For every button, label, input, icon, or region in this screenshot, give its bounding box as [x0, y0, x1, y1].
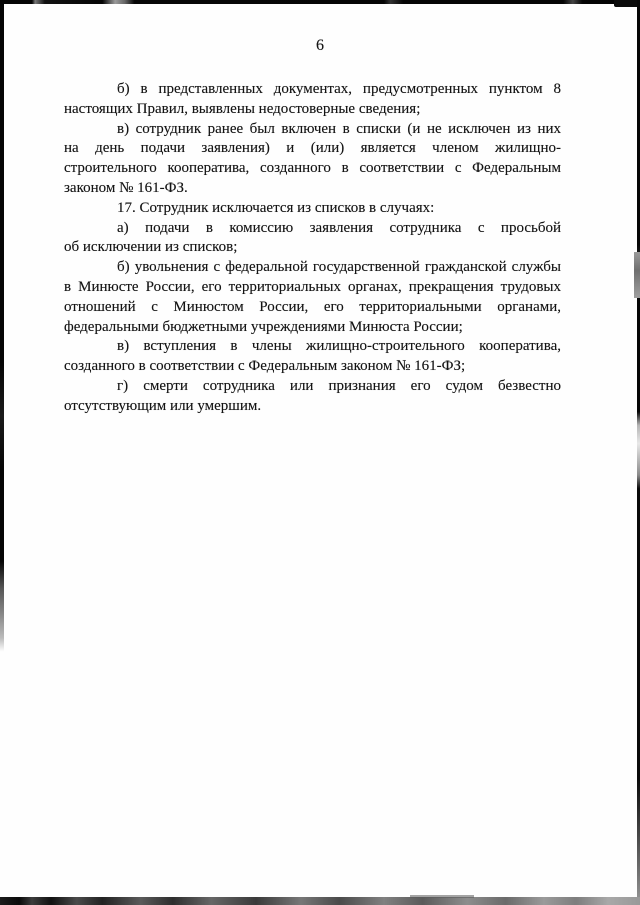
scan-edge-left — [0, 0, 4, 905]
text-line: а) подачи в комиссию заявления сотрудника с просьбой — [117, 219, 561, 236]
scan-edge-top — [0, 0, 640, 4]
scan-edge-bottom — [0, 897, 640, 905]
text-line: б) увольнения с федеральной государственной гражданской службы — [117, 259, 561, 276]
text-line: б) в представленных документах, предусмотренных пунктом 8 — [117, 81, 561, 97]
text-line: законом № 161-ФЗ. — [64, 179, 188, 196]
text-line: созданного в соответствии с Федеральным законом № 161-ФЗ; — [64, 358, 466, 375]
text-line: в) сотрудник ранее был включен в списки (и не исключен из них — [117, 120, 561, 137]
text-line: федеральными бюджетными учреждениями Минюста России; — [64, 318, 463, 335]
text-line: строительного кооператива, созданного в соответствии с Федеральным — [64, 160, 561, 177]
text-line: настоящих Правил, выявлены недостоверные сведения; — [64, 100, 421, 117]
text-line: об исключении из списков; — [64, 239, 238, 256]
text-line: 17. Сотрудник исключается из списков в случаях: — [117, 199, 435, 216]
document-text-block — [64, 80, 561, 417]
page-number: 6 — [316, 37, 324, 54]
text-line: в) вступления в члены жилищно-строительного кооператива, — [117, 338, 561, 355]
text-line: на день подачи заявления) и (или) является членом жилищно- — [64, 140, 561, 157]
text-line: в Минюсте России, его территориальных органах, прекращения трудовых — [64, 278, 561, 295]
text-line: г) смерти сотрудника или признания его судом безвестно — [117, 377, 561, 394]
text-line: отношений с Минюстом России, его территориальными органами, — [64, 298, 561, 315]
text-line: отсутствующим или умершим. — [64, 397, 262, 414]
scan-edge-right-smudge — [634, 252, 640, 298]
